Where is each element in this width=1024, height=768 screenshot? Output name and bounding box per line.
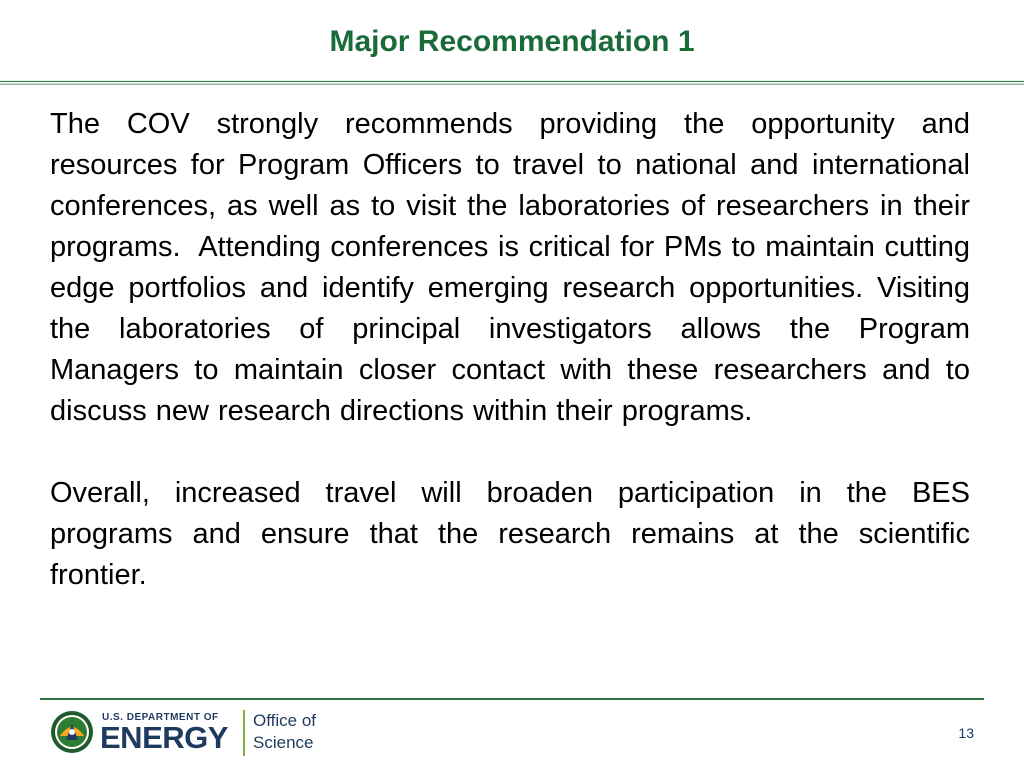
- slide-title: Major Recommendation 1: [329, 25, 695, 58]
- doe-office-of-science-logo: [50, 708, 350, 760]
- paragraph-1: The COV strongly recommends providing the opportunity and resources for Program Officers to travel to national and international conferences, as well as to visit the laboratories of researchers in their programs. Attending conferences is critical for PMs to maintain cutting edge portfolios and identify emerging research opportunities. Visiting the laboratories of principal investigators allows the Program Managers to maintain closer contact with these researchers and to discuss new research directions within their programs.: [50, 108, 970, 427]
- footer-divider: [40, 698, 984, 700]
- page-number: 13: [958, 725, 974, 741]
- logo-office-of-science: [253, 710, 316, 754]
- logo-office-line: Office of: [253, 711, 316, 730]
- logo-department-line: U.S. DEPARTMENT OF: [102, 712, 219, 723]
- slide-body: [50, 104, 970, 596]
- title-divider: [0, 80, 1024, 88]
- logo-divider: [243, 710, 245, 756]
- logo-energy-word: ENERGY: [100, 720, 228, 755]
- doe-seal-icon: [50, 710, 94, 754]
- logo-science-line: Science: [253, 733, 314, 752]
- paragraph-2: Overall, increased travel will broaden participation in the BES programs and ensure that the research remains at the scientific frontier.: [50, 477, 970, 591]
